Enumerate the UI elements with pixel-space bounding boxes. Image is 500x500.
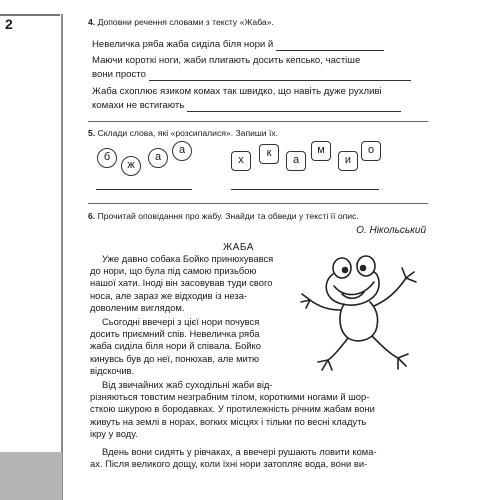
letter-square: а bbox=[286, 151, 306, 171]
story-line: Уже давно собака Бойко принюхувався bbox=[102, 253, 274, 264]
sentence-1 bbox=[92, 38, 422, 51]
sentence-3 bbox=[92, 85, 422, 98]
exercise-6-prompt: Прочитай оповідання про жабу. Знайди та обведи у тексті її опис. bbox=[97, 211, 359, 221]
sentence-2-text: Маючи короткі ноги, жаби плигають досить кепсько, частіше bbox=[92, 55, 361, 66]
frog-illustration-icon bbox=[298, 248, 433, 378]
exercise-6-number: 6. bbox=[88, 211, 96, 221]
letter-circle: ж bbox=[121, 156, 141, 176]
sentence-1-text: Невеличка ряба жаба сиділа біля нори й bbox=[92, 39, 274, 50]
story-line: досить приємний спів. Невеличка ряба bbox=[90, 328, 260, 340]
page-margin bbox=[0, 0, 64, 500]
letter-square: и bbox=[338, 151, 358, 171]
sentence-3-text-cont: комахи не встигають bbox=[92, 100, 185, 111]
story-paragraph-2 bbox=[90, 316, 288, 377]
exercise-5-prompt: Склади слова, які «розсипалися». Запиши їх. bbox=[97, 128, 279, 138]
letter-square: о bbox=[361, 141, 381, 161]
sentence-3-text: Жаба схоплює язиком комах так швидко, що навіть дуже рухливі bbox=[92, 86, 382, 97]
story-author: О. Нікольський bbox=[356, 225, 426, 236]
answer-line[interactable] bbox=[231, 189, 379, 190]
letter-circle: а bbox=[172, 141, 192, 161]
letter-square: х bbox=[231, 151, 251, 171]
story-line: Від звичайних жаб суходільні жаби від- bbox=[102, 379, 273, 390]
story-paragraph-1 bbox=[90, 253, 288, 314]
story-line: Сьогодні ввечері з цієї нори почувся bbox=[102, 316, 260, 327]
exercise-4-number: 4. bbox=[88, 17, 96, 27]
section-divider bbox=[88, 121, 428, 122]
story-line: Вдень вони сидять у рівчаках, а ввечері рушають ловити кома- bbox=[102, 446, 377, 457]
margin-shade bbox=[0, 452, 62, 500]
answer-blank[interactable] bbox=[149, 70, 411, 81]
letter-circle: а bbox=[148, 148, 168, 168]
story-line: доволеним виглядом. bbox=[90, 301, 185, 313]
answer-blank[interactable] bbox=[187, 101, 401, 112]
page-number: 2 bbox=[5, 16, 13, 32]
story-line: ах. Після великого дощу, коли їхні нори затопляє вода, вони ви- bbox=[90, 458, 368, 470]
story-line: різняються товстим незграбним тілом, короткими ногами й шор- bbox=[90, 391, 370, 403]
section-divider bbox=[88, 203, 428, 204]
exercise-5-title bbox=[88, 127, 428, 139]
story-title: ЖАБА bbox=[223, 242, 254, 253]
answer-blank[interactable] bbox=[276, 40, 384, 51]
answer-line[interactable] bbox=[96, 189, 192, 190]
story-line: носа, але зараз же відходив із неза- bbox=[90, 289, 248, 301]
sentence-2-text-cont: вони просто bbox=[92, 69, 146, 80]
sentence-2-cont bbox=[92, 68, 422, 81]
story-line: живуть на землі в норах, вогких місцях і тільки по весні кладуть bbox=[90, 415, 367, 427]
story-line: кинувсь був до неї, понюхав, але митю bbox=[90, 352, 260, 364]
story-line: нашої хати. Іноді він засовував туди свого bbox=[90, 277, 273, 289]
letter-square: к bbox=[259, 144, 279, 164]
story-paragraph-4 bbox=[90, 446, 428, 470]
exercise-5-number: 5. bbox=[88, 128, 96, 138]
story-line: до нори, що була під самою призьбою bbox=[90, 265, 257, 277]
exercise-4-prompt: Доповни речення словами з тексту «Жаба». bbox=[97, 17, 274, 27]
sentence-2 bbox=[92, 54, 422, 67]
story-paragraph-3 bbox=[90, 379, 428, 440]
story-line: жаба сиділа біля нори й співала. Бойко bbox=[90, 340, 261, 352]
story-line: сткою шкурою в бородавках. У протилежність річним жабам вони bbox=[90, 403, 375, 415]
exercise-4-title bbox=[88, 16, 428, 28]
letter-circle: б bbox=[97, 148, 117, 168]
exercise-6-title bbox=[88, 210, 428, 222]
sentence-3-cont bbox=[92, 99, 422, 112]
letter-square: м bbox=[311, 141, 331, 161]
story-line: відскочив. bbox=[90, 364, 135, 376]
story-line: ікру у воду. bbox=[90, 427, 138, 439]
margin-divider bbox=[61, 14, 63, 500]
